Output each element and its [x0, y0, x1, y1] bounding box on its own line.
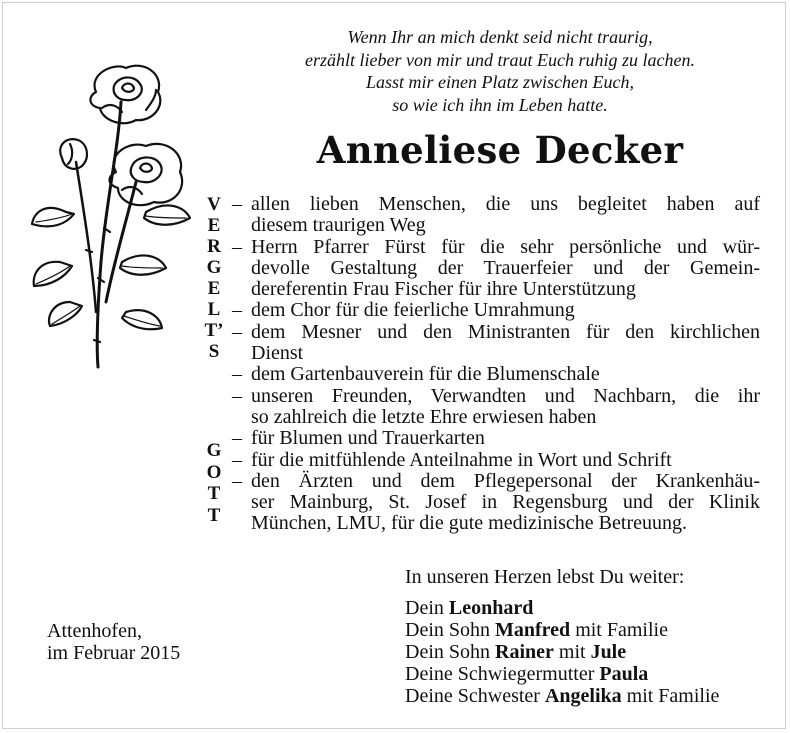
thanks-dash: – [232, 384, 242, 407]
mourners [405, 566, 719, 707]
thanks-text: dem Mesner und den Ministranten für den kirchlichen [251, 320, 760, 343]
mourner-name: Rainer [495, 641, 554, 663]
thanks-line [232, 258, 760, 279]
acrostic-letter: E [207, 215, 221, 236]
thanks-line [232, 322, 760, 343]
acrostic-letter: T [204, 320, 218, 341]
poem-line: Wenn Ihr an mich denkt seid nicht traurig, [347, 27, 653, 47]
thanks-dash: – [232, 363, 242, 386]
thanks-line [232, 237, 760, 258]
place-date [47, 620, 180, 664]
thanks-line [232, 279, 760, 300]
mourner-relation: Dein [405, 597, 449, 619]
thanks-list [232, 194, 760, 535]
thanks-line [232, 300, 760, 321]
acrostic-letter: E [207, 278, 221, 299]
thanks-text: den Ärzten und dem Pflegepersonal der Krankenhäu- [251, 469, 760, 492]
thanks-dash: – [232, 469, 242, 492]
mourner-name: Paula [599, 663, 649, 685]
mourner-name: Jule [590, 641, 627, 663]
acrostic-apostrophe: ’ [217, 320, 224, 341]
acrostic-letter: V [207, 194, 221, 215]
thanks-text: so zahlreich die letzte Ehre erwiesen haben [251, 405, 597, 428]
thanks-dash: – [232, 299, 242, 322]
acrostic-letter: O [206, 461, 222, 483]
thanks-text: unseren Freunden, Verwandten und Nachbarn, die ihr [251, 384, 760, 407]
mourner-relation: Dein Sohn [405, 619, 495, 641]
thanks-line [232, 471, 760, 492]
mourner-name: Angelika [544, 685, 622, 707]
thanks-line [232, 194, 760, 215]
mourner-row [405, 641, 719, 663]
rose-bouquet-icon [26, 62, 196, 372]
thanks-line [232, 492, 760, 513]
thanks-text: München, LMU, für die gute medizinische Betreuung. [251, 512, 687, 535]
mourner-suffix: mit Familie [570, 619, 668, 641]
acrostic-letter: S [208, 341, 220, 362]
thanks-line [232, 343, 760, 364]
acrostic-vergelts [203, 194, 225, 362]
mourner-name: Leonhard [448, 597, 534, 619]
mourner-relation: Deine Schwester [405, 685, 545, 707]
mourner-relation: Deine Schwiegermutter [405, 663, 600, 685]
thanks-line [232, 407, 760, 428]
deceased-name: Anneliese Decker [316, 128, 684, 172]
acrostic-letter: L [207, 299, 221, 320]
thanks-dash: – [232, 448, 242, 471]
mourner-row [405, 685, 719, 707]
acrostic-letter: T [207, 483, 221, 504]
thanks-text: devolle Gestaltung der Trauerfeier und der Gemein- [251, 256, 760, 279]
acrostic-letter [203, 299, 225, 320]
thanks-line [232, 428, 760, 449]
mourner-row [405, 663, 719, 685]
acrostic-letter: T [207, 504, 221, 526]
thanks-text: dereferentin Frau Fischer für ihre Unterstützung [251, 278, 636, 301]
thanks-text: ser Mainburg, St. Josef in Regensburg und der Klinik [251, 491, 760, 514]
thanks-text: dem Gartenbauverein für die Blumenschale [251, 363, 600, 386]
date-line: im Februar 2015 [47, 642, 181, 664]
thanks-text: Dienst [251, 342, 304, 365]
poem-line: Lasst mir einen Platz zwischen Euch, [366, 72, 634, 92]
acrostic-letter: G [206, 440, 222, 461]
acrostic-letter: R [207, 236, 221, 257]
poem-line: so wie ich ihn im Leben hatte. [392, 94, 608, 115]
mourner-suffix: mit Familie [621, 685, 720, 707]
poem-line: erzählt lieber von mir und traut Euch ruhig zu lachen. [305, 49, 695, 70]
poem [220, 26, 780, 116]
thanks-text: dem Chor für die feierliche Umrahmung [251, 299, 575, 322]
thanks-dash: – [232, 193, 242, 215]
thanks-dash: – [232, 427, 242, 450]
thanks-line [232, 513, 760, 534]
thanks-dash: – [232, 235, 242, 258]
mourner-suffix: mit [553, 641, 591, 663]
acrostic-gott [203, 440, 225, 526]
thanks-text: allen lieben Menschen, die uns begleitet haben auf [251, 193, 760, 215]
acrostic-letter [203, 320, 225, 341]
thanks-text: Herrn Pfarrer Fürst für die sehr persönliche und wür- [251, 235, 760, 258]
thanks-line [232, 364, 760, 385]
thanks-line [232, 450, 760, 471]
thanks-line [232, 215, 760, 236]
thanks-text: für Blumen und Trauerkarten [251, 427, 485, 450]
thanks-line [232, 386, 760, 407]
place-line: Attenhofen, [47, 620, 142, 642]
mourner-relation: Dein Sohn [405, 641, 495, 663]
mourner-row [405, 597, 719, 619]
acrostic-letter: G [206, 257, 222, 278]
thanks-text: diesem traurigen Weg [251, 214, 426, 237]
mourner-name: Manfred [495, 619, 571, 641]
thanks-dash: – [232, 320, 242, 343]
mourners-intro: In unseren Herzen lebst Du weiter: [405, 566, 685, 588]
thanks-text: für die mitfühlende Anteilnahme in Wort und Schrift [251, 448, 672, 471]
mourner-row [405, 619, 719, 641]
